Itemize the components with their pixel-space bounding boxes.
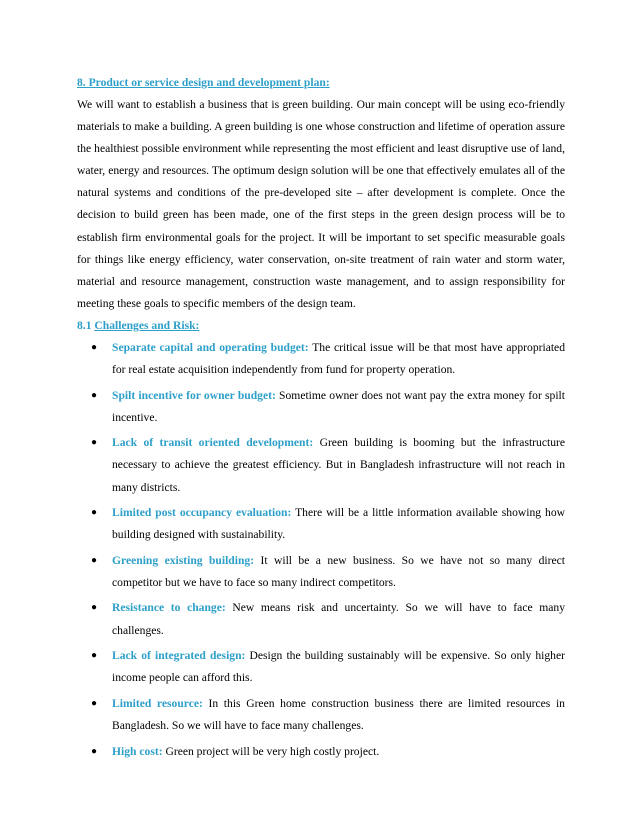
item-text: Green project will be very high costly project.	[162, 744, 380, 758]
item-term: Spilt incentive for owner budget:	[112, 388, 276, 402]
item-term: Limited resource:	[112, 696, 203, 710]
bullet-icon: ●	[91, 341, 98, 353]
list-item	[77, 645, 565, 689]
list-item	[77, 502, 565, 546]
item-term: Lack of transit oriented development:	[112, 436, 314, 450]
list-item	[77, 597, 565, 641]
item-term: Resistance to change:	[112, 601, 226, 615]
list-item	[77, 432, 565, 498]
item-text: New means risk and uncertainty. So we will have to face many challenges.	[112, 601, 565, 637]
document-page	[77, 72, 565, 766]
subsection-label: Challenges and Risk:	[94, 318, 200, 332]
item-term: High cost:	[112, 744, 163, 758]
list-item	[77, 693, 565, 737]
list-item	[77, 550, 565, 594]
bullet-icon: ●	[91, 745, 98, 757]
list-item	[77, 337, 565, 381]
item-text: There will be a little information available showing how building designed with sustainability.	[112, 506, 565, 542]
bullet-icon: ●	[91, 697, 98, 709]
item-text: Green building is booming but the infrastructure necessary to achieve the greatest efficiency. But in Bangladesh infrastructure will not reach in many districts.	[112, 436, 566, 494]
section-body: We will want to establish a business that is green building. Our main concept will be using eco-friendly materials to make a building. A green building is one whose construction and lifetime of operation assure the healthiest possible environment while representing the most efficient and least disruptive use of land, water, energy and resources. The optimum design solution will be one that effectively emulates all of the natural systems and conditions of the pre-developed site – after development is complete. Once the decision to build green has been made, one of the first steps in the green design process will be to establish firm environmental goals for the project. It will be important to set specific measurable goals for things like energy efficiency, water conservation, on-site treatment of rain water and storm water, material and resource management, construction waste management, and to assign responsibility for meeting these goals to specific members of the design team.	[77, 98, 565, 310]
item-text: Design the building sustainably will be expensive. So only higher income people can afford this.	[112, 649, 565, 685]
list-item	[77, 385, 565, 429]
item-term: Separate capital and operating budget:	[112, 340, 309, 354]
bullet-icon: ●	[91, 437, 98, 449]
bullet-icon: ●	[91, 554, 98, 566]
subsection-title	[77, 315, 565, 337]
section-title: 8. Product or service design and development plan:	[77, 76, 330, 89]
list-item	[77, 741, 565, 763]
item-term: Lack of integrated design:	[112, 649, 246, 663]
item-term: Greening existing building:	[112, 553, 255, 567]
item-text: The critical issue will be that most have appropriated for real estate acquisition independently from fund for property operation.	[112, 340, 566, 377]
item-term: Limited post occupancy evaluation:	[112, 506, 292, 520]
bullet-icon: ●	[91, 507, 98, 519]
challenges-list	[77, 337, 565, 763]
subsection-number: 8.1	[77, 318, 92, 332]
item-text: It will be a new business. So we have not so many direct competitor but we have to face so many indirect competitors.	[112, 553, 565, 589]
bullet-icon: ●	[91, 602, 98, 614]
bullet-icon: ●	[91, 389, 98, 401]
item-text: Sometime owner does not want pay the extra money for spilt incentive.	[112, 388, 565, 424]
bullet-icon: ●	[91, 650, 98, 662]
item-text: In this Green home construction business there are limited resources in Bangladesh. So we will have to face many challenges.	[112, 696, 565, 732]
